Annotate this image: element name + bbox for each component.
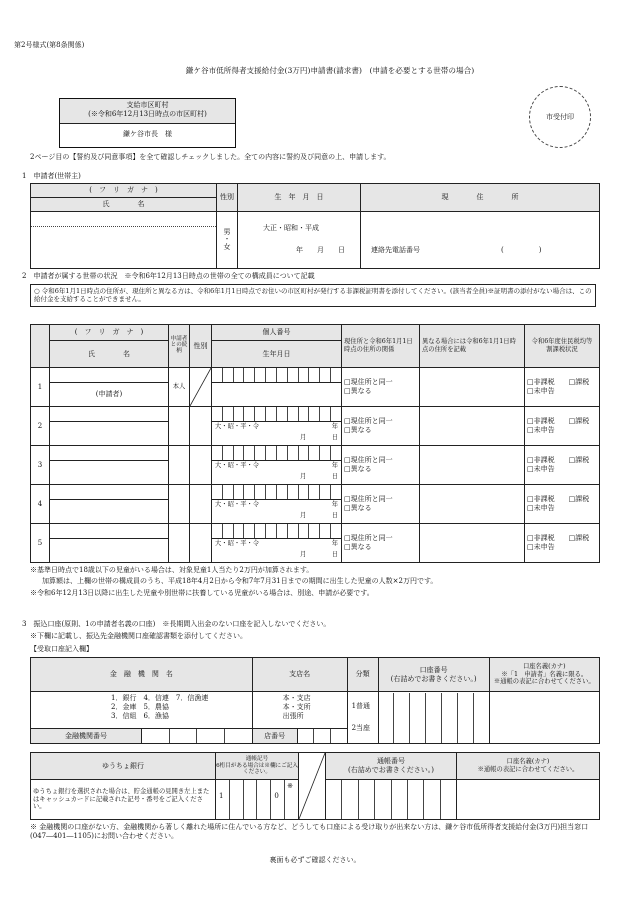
row-era-options: 大・昭・平・令 xyxy=(215,462,260,469)
back-notice: 裏面も必ずご確認ください。 xyxy=(269,856,361,864)
applicant-sex-label: 性別 xyxy=(217,184,238,212)
row-dob-field[interactable] xyxy=(212,461,342,485)
row-name-field[interactable] xyxy=(50,539,169,563)
account-no-title: 口座番号 xyxy=(419,665,448,674)
row-prev-addr-field[interactable] xyxy=(342,446,420,485)
row-relation-field[interactable] xyxy=(169,485,190,524)
row-tsuki: 月 xyxy=(300,551,307,558)
nontax-checkbox[interactable]: □非課税 xyxy=(527,456,555,465)
row-relation-field[interactable]: 本人 xyxy=(169,368,190,407)
row-tax-field[interactable] xyxy=(525,407,600,446)
row-era-options: 大・昭・平・令 xyxy=(215,540,260,547)
reception-stamp xyxy=(529,86,591,148)
row-prev-addr-field[interactable] xyxy=(342,368,420,407)
section2-heading: 2 申請者が属する世帯の状況 ※令和6年12月13日時点の世帯の全ての構成員について記載 xyxy=(22,272,315,280)
category-field[interactable] xyxy=(347,692,378,744)
branch-code-field[interactable] xyxy=(297,729,347,744)
household-row xyxy=(31,485,600,500)
row-tsuki: 月 xyxy=(300,512,307,519)
note-child-3: ※令和6年12月13日以降に出生した児童や別世帯に扶養している児童がいる場合は、別途、申請が必要です。 xyxy=(30,589,374,597)
row-furigana-field[interactable] xyxy=(50,368,169,383)
footer-notice: ※ 金融機関の口座がない方、金融機関から著しく離れた場所に住んでいる方など、どうしても口座による受け取りが出来ない方は、鎌ケ谷市低所得者支援給付金(3万円)担当窓口(047―401―1105)にお問い合わせください。 xyxy=(30,823,589,840)
row-number: 2 xyxy=(31,407,50,446)
intro-statement: 2ページ目の【誓約及び同意事項】を全て確認しチェックしました。全ての内容に誓約及び同意の上、申請します。 xyxy=(30,153,391,161)
row-sex-field[interactable] xyxy=(190,407,212,446)
row-relation-field[interactable] xyxy=(169,524,190,563)
row-tax-field[interactable] xyxy=(525,368,600,407)
row-sex-field[interactable] xyxy=(190,485,212,524)
bank-type-options: 1．銀行 4．信連 7．信漁連 2．金庫 5．農協 3．信組 6．漁協 xyxy=(111,694,209,721)
taxed-checkbox[interactable]: □課税 xyxy=(568,534,590,543)
branch-type-options: 本・支店 本・支所 出張所 xyxy=(282,694,311,721)
row-nen: 年 xyxy=(331,423,338,430)
note-child-2: 加算額は、上欄の世帯の構成員のうち、平成18年4月2日から令和7年7月31日までの期間に出生した児童の人数×2万円です。 xyxy=(42,577,438,585)
category-current: 2当座 xyxy=(351,724,371,732)
row-prev-addr-field[interactable] xyxy=(342,485,420,524)
form-number: 第2号様式(第8条関係) xyxy=(14,41,85,49)
branch-label: 支店名 xyxy=(252,658,347,692)
applicant-phone-field[interactable]: ( ) xyxy=(501,246,542,254)
row-era-options: 大・昭・平・令 xyxy=(215,501,260,508)
yucho-number-label xyxy=(326,753,457,780)
bank-code-label: 金融機関番号 xyxy=(31,729,142,744)
addressee-box xyxy=(59,98,236,148)
bank-name-field[interactable] xyxy=(31,692,253,729)
applicant-dob-label: 生 年 月 日 xyxy=(238,184,361,212)
yucho-mark-title: 通帳記号 xyxy=(245,755,269,762)
section3-sub: ※下欄に記載し、振込先金融機関口座確認書類を添付してください。 xyxy=(30,632,247,640)
row-relation-field[interactable] xyxy=(169,407,190,446)
household-relation-label: 申請者との続柄 xyxy=(169,325,190,368)
row-tax-field[interactable] xyxy=(525,446,600,485)
diff-address-checkbox[interactable]: □異なる xyxy=(344,504,372,512)
bank-code-field[interactable] xyxy=(142,729,253,744)
unreported-checkbox[interactable]: □未申告 xyxy=(527,543,555,551)
row-relation-field[interactable] xyxy=(169,446,190,485)
row-dob-field[interactable] xyxy=(212,500,342,524)
row-nen: 年 xyxy=(331,540,338,547)
diff-address-checkbox[interactable]: □異なる xyxy=(344,426,372,434)
row-dob-field[interactable] xyxy=(212,539,342,563)
yucho-mark-label xyxy=(216,753,299,780)
applicant-dob-field[interactable] xyxy=(238,212,361,269)
section2-notice: ○ 令和6年1月1日時点の住所が、現住所と異なる方は、令和6年1月1日時点でお住いの市区町村が発行する非課税証明書を添付してください。(該当者全員)※証明書の添付がない場合は、この給付金を支給することができません。 xyxy=(30,284,596,307)
household-sex-label: 性別 xyxy=(190,325,212,368)
row-diff-addr-field[interactable] xyxy=(420,368,525,407)
row-tsuki: 月 xyxy=(300,434,307,441)
branch-code-label: 店番号 xyxy=(252,729,297,744)
row-era-options: 大・昭・平・令 xyxy=(215,423,260,430)
row-dob-field[interactable] xyxy=(212,383,342,407)
account-no-label xyxy=(378,658,489,692)
row-name-field[interactable] xyxy=(50,500,169,524)
diff-address-checkbox[interactable]: □異なる xyxy=(344,465,372,473)
row-hi: 日 xyxy=(331,434,338,441)
yucho-slash xyxy=(299,753,326,820)
yucho-number-field[interactable] xyxy=(326,780,457,820)
same-address-checkbox[interactable]: □現住所と同一 xyxy=(344,495,393,504)
applicant-name-field[interactable] xyxy=(31,212,217,269)
household-tax-label: 令和6年度住民税均等割課税状況 xyxy=(525,325,600,368)
applicant-name-label: 氏 名 xyxy=(31,198,217,212)
row-dob-field[interactable] xyxy=(212,422,342,446)
household-mynumber-label: 個人番号 xyxy=(212,325,342,341)
household-dob-label: 生年月日 xyxy=(212,341,342,368)
household-name-label: 氏 名 xyxy=(50,341,169,368)
row-diff-addr-field[interactable] xyxy=(420,524,525,563)
row-prev-addr-field[interactable] xyxy=(342,524,420,563)
section1-heading: 1 申請者(世帯主) xyxy=(22,172,81,180)
row-prev-addr-field[interactable] xyxy=(342,407,420,446)
yucho-number-sub: (右詰めでお書きください。) xyxy=(348,766,434,774)
row-sex-field[interactable] xyxy=(190,368,212,407)
row-sex-field[interactable] xyxy=(190,524,212,563)
addressee-line1: 支給市区町村 xyxy=(126,101,169,109)
row-nen: 年 xyxy=(331,462,338,469)
row-number: 4 xyxy=(31,485,50,524)
applicant-ymd: 年 月 日 xyxy=(296,246,345,254)
row-number: 3 xyxy=(31,446,50,485)
unreported-checkbox[interactable]: □未申告 xyxy=(527,465,555,473)
applicant-table xyxy=(30,183,600,269)
applicant-sex-field[interactable]: 男 ・ 女 xyxy=(217,212,238,269)
household-furigana-label: ( フ リ ガ ナ ) xyxy=(50,325,169,341)
diff-address-checkbox[interactable]: □異なる xyxy=(344,387,372,395)
taxed-checkbox[interactable]: □課税 xyxy=(568,456,590,465)
yucho-holder-field[interactable] xyxy=(457,780,600,820)
diff-address-checkbox[interactable]: □異なる xyxy=(344,543,372,551)
applicant-furigana-label: ( フ リ ガ ナ ) xyxy=(31,184,217,198)
row-number: 1 xyxy=(31,368,50,407)
addressee-line2: (※令和6年12月13日時点の市区町村) xyxy=(88,109,207,118)
household-row xyxy=(31,368,600,383)
nontax-checkbox[interactable]: □非課税 xyxy=(527,378,555,387)
nontax-checkbox[interactable]: □非課税 xyxy=(527,417,555,426)
row-number: 5 xyxy=(31,524,50,563)
note-child-1: ※基準日時点で18歳以下の児童がいる場合は、対象児童1人当たり2万円が加算されます。 xyxy=(30,566,314,574)
row-diff-addr-field[interactable] xyxy=(420,407,525,446)
account-no-field[interactable] xyxy=(378,692,489,744)
household-table xyxy=(30,324,600,563)
row-tsuki: 月 xyxy=(300,473,307,480)
account-no-sub: (右詰めでお書きください。) xyxy=(390,674,477,683)
row-name-field[interactable] xyxy=(50,422,169,446)
form-title: 鎌ケ谷市低所得者支援給付金(3万円)申請書(請求書) (申請を必要とする世帯の場合) xyxy=(185,66,475,75)
yucho-digit-1: 1 xyxy=(219,792,224,800)
taxed-checkbox[interactable]: □課税 xyxy=(568,495,590,504)
row-name-field[interactable] xyxy=(50,461,169,485)
yucho-holder-label xyxy=(457,753,600,780)
household-row xyxy=(31,446,600,461)
branch-field[interactable] xyxy=(252,692,347,729)
holder-sub2: ※通帳の表記に合わせてください。 xyxy=(493,678,595,686)
row-furigana-field[interactable] xyxy=(50,524,169,539)
applicant-address-field[interactable] xyxy=(361,212,600,269)
applicant-era-options: 大正・昭和・平成 xyxy=(263,224,319,232)
taxed-checkbox[interactable]: □課税 xyxy=(568,378,590,387)
row-mynumber-field[interactable] xyxy=(212,524,342,539)
row-hi: 日 xyxy=(331,551,338,558)
row-furigana-field[interactable] xyxy=(50,485,169,500)
same-address-checkbox[interactable]: □現住所と同一 xyxy=(344,456,393,465)
row-tax-field[interactable] xyxy=(525,524,600,563)
row-name-field[interactable]: (申請者) xyxy=(50,383,169,407)
yucho-holder-sub: ※通帳の表記に合わせてください。 xyxy=(477,766,579,773)
nontax-checkbox[interactable]: □非課税 xyxy=(527,534,555,543)
same-address-checkbox[interactable]: □現住所と同一 xyxy=(344,378,393,387)
diagonal-slash-icon xyxy=(299,753,325,819)
bank-name-label: 金 融 機 関 名 xyxy=(31,658,253,692)
row-nen: 年 xyxy=(331,501,338,508)
applicant-address-label: 現 住 所 xyxy=(361,184,600,212)
row-mynumber-field[interactable] xyxy=(212,407,342,422)
household-row xyxy=(31,407,600,422)
row-mynumber-field[interactable] xyxy=(212,485,342,500)
yucho-mark-sub: 6桁目がある場合は※欄にご記入ください。 xyxy=(216,762,298,776)
category-label: 分類 xyxy=(347,658,378,692)
yucho-note: ゆうちょ銀行を選択された場合は、貯金通帳の見開き左上またはキャッシュカードに記載された記号・番号をご記入ください。 xyxy=(31,780,216,820)
household-diff-addr-label: 異なる場合には令和6年1月1日時点の住所を記載 xyxy=(420,325,525,368)
household-prev-addr-label: 現住所と令和6年1月1日時点の住所の関係 xyxy=(342,325,420,368)
same-address-checkbox[interactable]: □現住所と同一 xyxy=(344,417,393,426)
addressee-name: 鎌ケ谷市長 様 xyxy=(123,130,172,138)
row-furigana-field[interactable] xyxy=(50,446,169,461)
row-mynumber-field[interactable] xyxy=(212,446,342,461)
row-hi: 日 xyxy=(331,473,338,480)
row-diff-addr-field[interactable] xyxy=(420,446,525,485)
yucho-table xyxy=(30,752,600,820)
holder-sub1: ※「1 申請者」名義に限る。 xyxy=(501,670,588,678)
holder-title: 口座名義(カナ) xyxy=(522,662,566,670)
category-ordinary: 1普通 xyxy=(351,702,371,710)
row-mynumber-field[interactable] xyxy=(212,368,342,383)
bank-title: 【受取口座記入欄】 xyxy=(30,645,93,653)
household-row xyxy=(31,524,600,539)
taxed-checkbox[interactable]: □課税 xyxy=(568,417,590,426)
row-hi: 日 xyxy=(331,512,338,519)
holder-label xyxy=(489,658,599,692)
yucho-holder-title: 口座名義(カナ) xyxy=(506,758,550,766)
applicant-phone-label: 連絡先電話番号 xyxy=(371,246,420,254)
row-sex-field[interactable] xyxy=(190,446,212,485)
unreported-checkbox[interactable]: □未申告 xyxy=(527,387,555,395)
yucho-label: ゆうちょ銀行 xyxy=(31,753,216,780)
unreported-checkbox[interactable]: □未申告 xyxy=(527,504,555,512)
reception-stamp-label: 市受付印 xyxy=(546,113,574,121)
section3-heading: 3 振込口座(原則、1の申請者名義の口座) ※長期間入出金のない口座を記入しないでください。 xyxy=(22,620,331,628)
row-diff-addr-field[interactable] xyxy=(420,485,525,524)
yucho-star: ※ xyxy=(287,782,294,790)
yucho-mark-field[interactable] xyxy=(216,780,299,820)
holder-field[interactable] xyxy=(489,692,599,744)
row-tax-field[interactable] xyxy=(525,485,600,524)
same-address-checkbox[interactable]: □現住所と同一 xyxy=(344,534,393,543)
row-furigana-field[interactable] xyxy=(50,407,169,422)
unreported-checkbox[interactable]: □未申告 xyxy=(527,426,555,434)
yucho-digit-0: 0 xyxy=(274,792,279,800)
yucho-number-title: 通帳番号 xyxy=(377,757,405,766)
bank-table xyxy=(30,657,600,744)
nontax-checkbox[interactable]: □非課税 xyxy=(527,495,555,504)
diagonal-slash-icon xyxy=(190,368,211,406)
